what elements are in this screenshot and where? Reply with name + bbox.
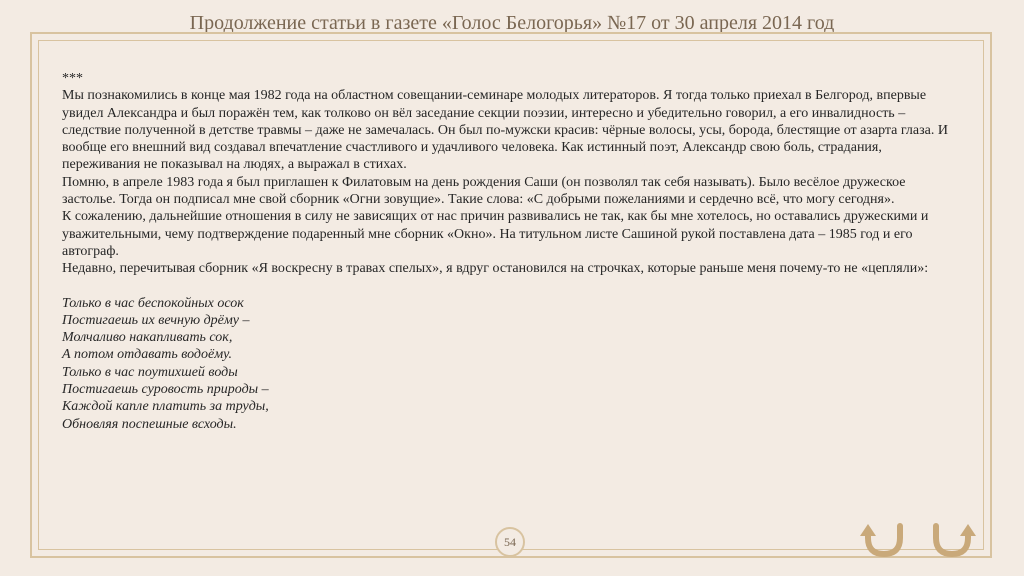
poem-line: Постигаешь их вечную дрёму – [62,312,250,328]
paragraph: Недавно, перечитывая сборник «Я воскресну в травах спелых», я вдруг остановился на строчках, которые раньше меня почему-то не «цепляли»: [62,261,929,277]
u-turn-forward-arrow-icon [928,518,986,558]
slide-title: Продолжение статьи в газете «Голос Белогорья» №17 от 30 апреля 2014 год [189,12,835,34]
back-button[interactable] [858,518,916,558]
poem-line: Постигаешь суровость природы – [62,382,269,398]
paragraph: Помню, в апреле 1983 года я был приглашен к Филатовым на день рождения Саши (он позволял так себя называть). Было весёлое дружеское застолье. Тогда он подписал мне свой сборник «Огни зовущие». Такие слова: «С добрыми пожеланиями и сердечно всё, что могу сегодня». [62,174,906,208]
forward-button[interactable] [928,518,986,558]
poem-line: А потом отдавать водоёму. [62,347,232,363]
page-number: 54 [495,527,525,557]
poem-line: Каждой капле платить за труды, [62,399,269,415]
poem [62,295,962,433]
paragraph: Мы познакомились в конце мая 1982 года на областном совещании-семинаре молодых литераторов. Я тогда только приехал в Белгород, впервые увидел Александра и был поражён тем, как толково он вёл заседание секции поэзии, интересно и убедительно говорил, а его инвалидность – следствие полученной в детстве травмы – даже не замечалась. Он был по-мужски красив: чёрные волосы, усы, борода, блестящие от азарта глаза. И вообще его внешний вид создавал впечатление счастливого и удачливого человека. Как истинный поэт, Александр свою боль, страдания, переживания не показывал на людях, а выражал в стихах. [62,88,948,173]
section-separator: *** [62,71,83,86]
poem-line: Молчаливо накапливать сок, [62,330,233,346]
poem-line: Только в час поутихшей воды [62,364,238,380]
poem-line: Обновляя поспешные всходы. [62,416,237,432]
article-body [62,70,962,433]
u-turn-back-arrow-icon [858,518,916,558]
poem-line: Только в час беспокойных осок [62,295,244,311]
paragraph: К сожалению, дальнейшие отношения в силу не зависящих от нас причин развивались не так, как бы мне хотелось, но оставались дружескими и уважительными, чему подтверждение подаренный мне сборник «Окно». На титульном листе Сашиной рукой поставлена дата – 1985 год и его автограф. [62,209,929,259]
